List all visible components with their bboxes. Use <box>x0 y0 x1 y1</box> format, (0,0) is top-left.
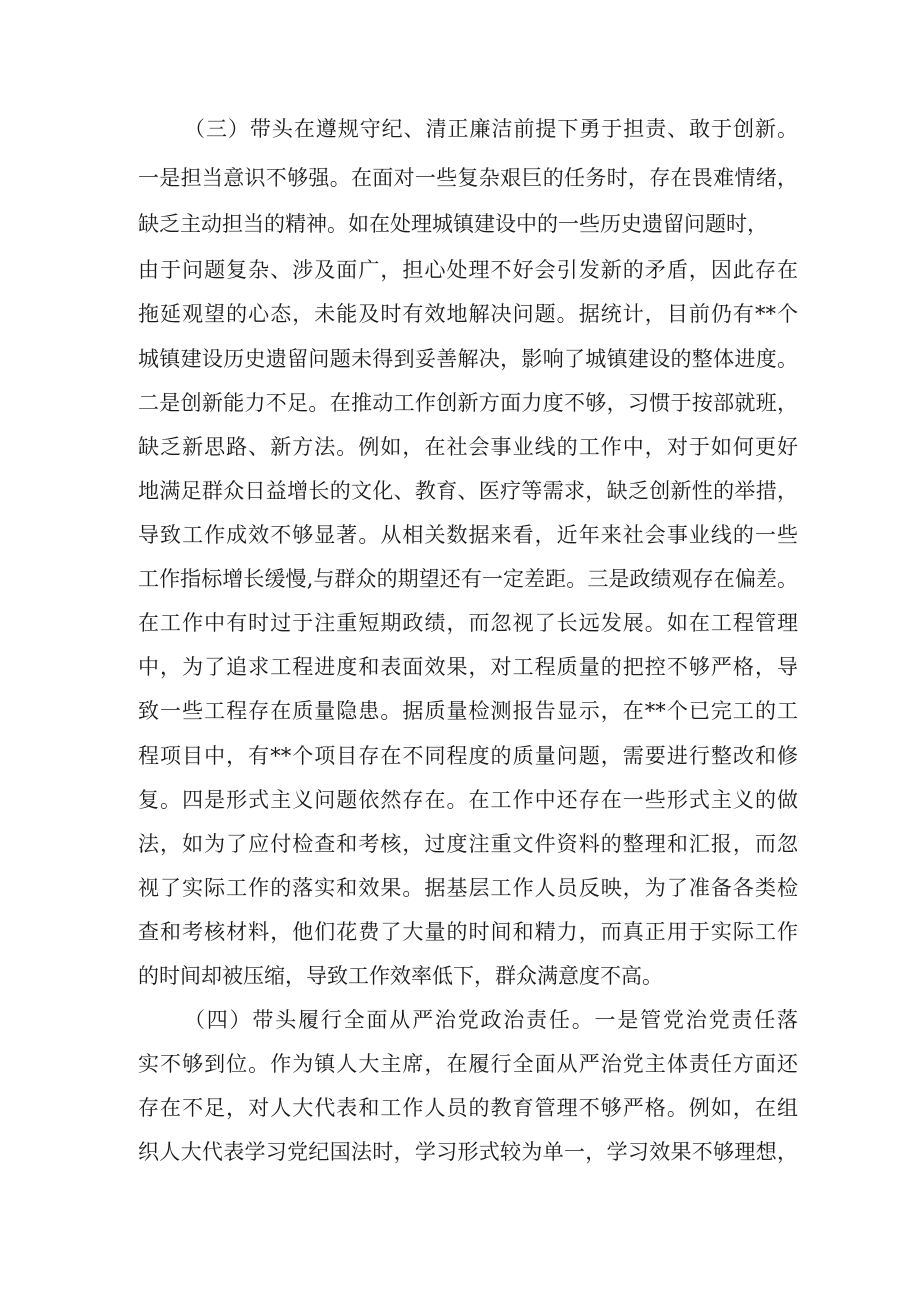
paragraph-line: 导致工作成效不够显著。从相关数据来看，近年来社会事业线的一些 <box>138 523 798 547</box>
paragraph-line: 缺乏新思路、新方法。例如，在社会事业线的工作中，对于如何更好 <box>138 435 798 459</box>
paragraph-line: 存在不足，对人大代表和工作人员的教育管理不够严格。例如，在组 <box>138 1096 798 1120</box>
paragraph-line: 拖延观望的心态，未能及时有效地解决问题。据统计，目前仍有**个 <box>138 302 798 326</box>
paragraph-line: 二是创新能力不足。在推动工作创新方面力度不够，习惯于按部就班， <box>138 391 798 415</box>
paragraph-line: 缺乏主动担当的精神。如在处理城镇建设中的一些历史遗留问题时， <box>138 212 768 236</box>
paragraph-line: 程项目中，有**个项目存在不同程度的质量问题，需要进行整改和修 <box>138 744 798 768</box>
paragraph-line: 在工作中有时过于注重短期政绩，而忽视了长远发展。如在工程管理 <box>138 611 798 635</box>
paragraph-line: 实不够到位。作为镇人大主席，在履行全面从严治党主体责任方面还 <box>138 1052 798 1076</box>
paragraph-line: 中，为了追求工程进度和表面效果，对工程质量的把控不够严格，导 <box>138 655 798 679</box>
paragraph-line: （三）带头在遵规守纪、清正廉洁前提下勇于担责、敢于创新。 <box>184 117 798 141</box>
paragraph-line: 城镇建设历史遗留问题未得到妥善解决，影响了城镇建设的整体进度。 <box>138 347 798 371</box>
paragraph-line: 的时间却被压缩，导致工作效率低下，群众满意度不高。 <box>138 964 663 988</box>
paragraph-line: 法，如为了应付检查和考核，过度注重文件资料的整理和汇报，而忽 <box>138 832 798 856</box>
paragraph-line: 视了实际工作的落实和效果。据基层工作人员反映，为了准备各类检 <box>138 876 798 900</box>
paragraph-line: 查和考核材料，他们花费了大量的时间和精力，而真正用于实际工作 <box>138 920 798 944</box>
paragraph-line: 工作指标增长缓慢,与群众的期望还有一定差距。三是政绩观存在偏差。 <box>138 567 798 591</box>
paragraph-line: 致一些工程存在质量隐患。据质量检测报告显示，在**个已完工的工 <box>138 699 798 723</box>
paragraph-line: 地满足群众日益增长的文化、教育、医疗等需求，缺乏创新性的举措， <box>138 479 798 503</box>
paragraph-line: 织人大代表学习党纪国法时，学习形式较为单一，学习效果不够理想， <box>138 1140 798 1164</box>
paragraph-line: 由于问题复杂、涉及面广，担心处理不好会引发新的矛盾，因此存在 <box>138 258 798 282</box>
paragraph-line: （四）带头履行全面从严治党政治责任。一是管党治党责任落 <box>184 1008 798 1032</box>
paragraph-line: 复。四是形式主义问题依然存在。在工作中还存在一些形式主义的做 <box>138 788 798 812</box>
paragraph-line: 一是担当意识不够强。在面对一些复杂艰巨的任务时，存在畏难情绪， <box>138 166 798 190</box>
